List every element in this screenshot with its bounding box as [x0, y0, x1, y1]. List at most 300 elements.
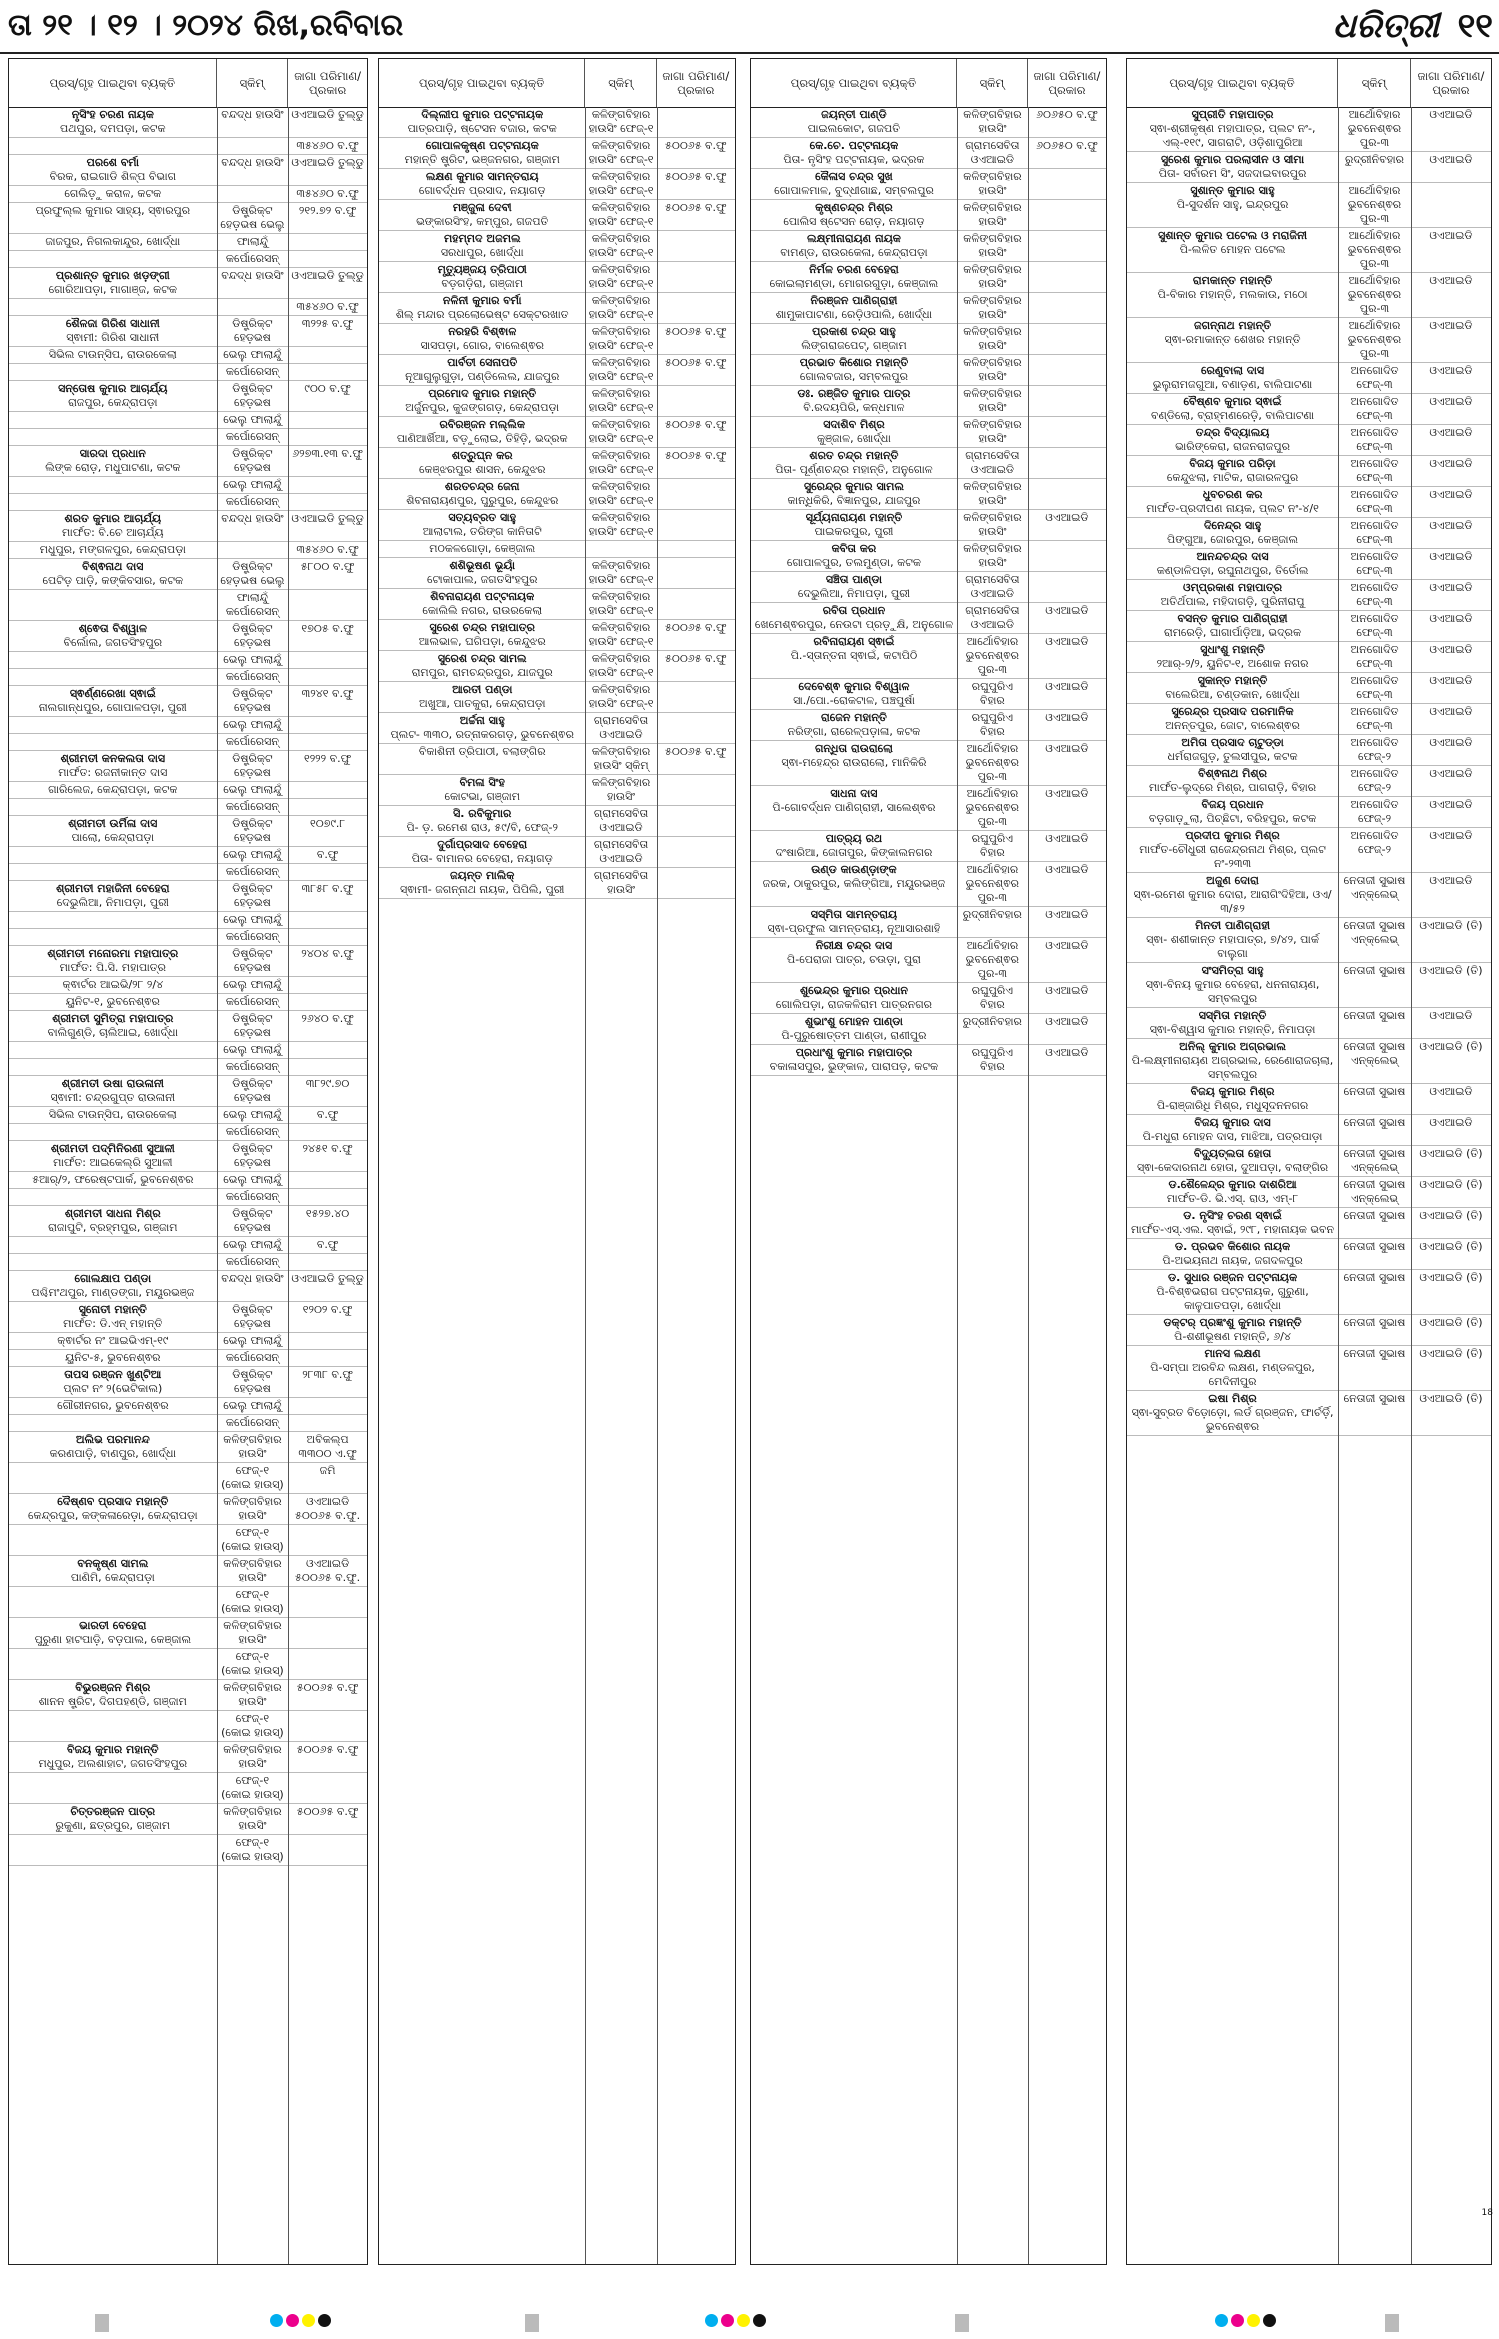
amount-cell: ଓଏଆଇଡି [1429, 229, 1473, 242]
amount-cell [288, 1172, 367, 1188]
recipient-address: ଗୋପାଳମାଳ, ବୁଦ୍ଧୀଗାଛ, ସମ୍ବଲପୁର [774, 184, 934, 197]
amount-cell [288, 994, 367, 1010]
recipient-name: ଧୁବଚରଣ କର [1202, 488, 1263, 501]
recipient-cell [1127, 487, 1338, 517]
scheme-cell: ଡିଷ୍ଟ୍ରିକ୍ଟ ହେଡ଼ଭଷ [232, 382, 273, 409]
recipient-address: ପି- ଡ଼. ରମେଶ ରାଓ, ୫୯/ବି, ଫେଜ୍-୨ [406, 821, 559, 834]
recipient-cell [1127, 580, 1338, 610]
recipient-cell [9, 669, 217, 685]
table-row [9, 1525, 367, 1556]
scheme-cell: ନେତାଜୀ ସୁଭାଷ [1343, 1240, 1406, 1253]
recipient-cell [9, 138, 217, 154]
recipient-name: ଅଲିଭ ପରମାନନ୍ଦ [75, 1433, 150, 1446]
recipient-address: ସ୍ଵା-ରମେଶ କୁମାର ଦୋରା, ଆରାଗିଂଦିହିଆ, ଓଏ/୩/୫୨ [1133, 888, 1332, 915]
scheme-cell: କଳିଙ୍ଗବିହାର ହାଉସିଂ ଫେଜ୍-୧ [588, 201, 654, 228]
recipient-cell [9, 734, 217, 750]
column-body [379, 107, 735, 2264]
recipient-address: ପୋଲିସ ଷ୍ଟେସନ ରୋଡ଼, ନୟାଗଡ଼ [783, 215, 925, 228]
recipient-cell [9, 446, 217, 476]
table-row [751, 572, 1106, 603]
recipient-cell [379, 262, 585, 292]
scheme-cell: କଳିଙ୍ଗବିହାର ହାଉସିଂ ଫେଜ୍-୧ [588, 356, 654, 383]
recipient-cell [751, 983, 957, 1013]
recipient-address: ଦେଭୁଲିଆ, ନିମାପଡ଼ା, ପୁରୀ [797, 587, 910, 600]
table-row [751, 169, 1106, 200]
recipient-name: ଶ୍ରୀମତୀ ସୁମିତ୍ରା ମହାପାତ୍ର [52, 1012, 174, 1025]
scheme-cell: ଅନଗୋଦିତ ଫେଜ୍-୩ [1350, 705, 1399, 732]
recipient-address: ଗାରିଲେଜ, କେନ୍ଦ୍ରାପଡ଼ା, କଟକ [48, 783, 178, 796]
recipient-cell [751, 448, 957, 478]
recipient-address: ପୁରୁଣା ହାଟପାଡ଼ି, ବଡ଼ପାଲ, କେଞ୍ଜାଲ [34, 1633, 192, 1646]
page-header [0, 0, 1499, 54]
table-row [751, 741, 1106, 786]
recipient-address: ସାସପଡ଼ା, ଗୋର, ବାଲେଶ୍ଵର [420, 339, 545, 352]
amount-cell: ଓଏଆଇଡି [1429, 674, 1473, 687]
recipient-cell [9, 251, 217, 267]
amount-cell [657, 775, 735, 805]
table-row [9, 186, 367, 203]
recipient-name: କେ.ଚେ. ପଟ୍ଟନାୟକ [809, 139, 899, 152]
header-name: ପ୍ରସ୍/ଗୃହ ପାଇଥିବା ବ୍ୟକ୍ତି [1127, 59, 1338, 107]
recipient-cell [1127, 918, 1338, 962]
recipient-cell [9, 429, 217, 445]
scheme-cell: ଅନଗୋଦିତ ଫେଜ୍-୩ [1350, 643, 1399, 670]
amount-cell: ଓଏଆଇଡି [1429, 1116, 1473, 1129]
recipient-address: କ୍ଵାର୍ଟର ନଂ ଆଇଭିଏମ୍-୧୯ [57, 1334, 169, 1347]
table-row [751, 1045, 1106, 1076]
recipient-cell [1127, 152, 1338, 182]
recipient-name: ସଂସମିତ୍ରା ସାହୁ [1201, 964, 1264, 977]
table-row [9, 347, 367, 364]
table-row [1127, 704, 1491, 735]
scheme-cell: ଅନଗୋଦିତ ଫେଜ୍-୩ [1350, 674, 1399, 701]
recipient-name: ଡ.ଶୈଳେନ୍ଦ୍ର କୁମାର ଦାଶରିଆ [1168, 1178, 1297, 1191]
recipient-address: ବି.ରଦୟପିରି, କନ୍ଧମାଳ [803, 401, 905, 414]
recipient-cell [9, 1773, 217, 1803]
recipient-cell [1127, 549, 1338, 579]
recipient-address: ନାଲଗାନ୍ଧପୁର, ଗୋପାଳପଡ଼ା, ପୁରୀ [38, 701, 187, 714]
cyan-dot [1215, 2314, 1228, 2327]
recipient-address: ଗୋରିଆପଡ଼ା, ମାଗାଞ୍ଜ, କଟକ [48, 283, 177, 296]
scheme-cell: ନେତାଜୀ ସୁଭାଷ ଏନ୍‌କ୍ଲେଭ୍ [1343, 874, 1406, 901]
recipient-cell [379, 775, 585, 805]
table-row [9, 1237, 367, 1254]
scheme-cell: ନେତାଜୀ ସୁଭାଷ [1343, 1085, 1406, 1098]
scheme-cell: ଅନଗୋଦିତ ଫେଜ୍-୨ [1350, 798, 1399, 825]
scheme-cell: କଳିଙ୍ଗବିହାର ହାଉସିଂ [223, 1557, 282, 1584]
table-row [751, 448, 1106, 479]
recipient-cell [9, 1618, 217, 1648]
amount-cell [1028, 324, 1106, 354]
recipient-name: ଶ୍ରୀମତୀ ମହାଜିନୀ ବେହେରା [56, 882, 170, 895]
recipient-cell [9, 1042, 217, 1058]
table-row [1127, 273, 1491, 318]
recipient-address: ମଧୁପୁର, ମଙ୍ଗଳପୁର, କେନ୍ଦ୍ରାପଡ଼ା [39, 543, 186, 556]
side-mark: 18 [1481, 2208, 1493, 2218]
recipient-name: ମୃତ୍ୟୁଞ୍ଜୟ ତ୍ରିପାଠୀ [437, 263, 527, 276]
table-row [9, 412, 367, 429]
cyan-dot [270, 2314, 283, 2327]
scheme-cell: ନେତାଜୀ ସୁଭାଷ ଏନ୍‌କ୍ଲେଭ୍ [1343, 1178, 1406, 1205]
recipient-cell [9, 1350, 217, 1366]
recipient-cell [9, 494, 217, 510]
recipient-name: ସୁରେଶ ଚନ୍ଦ୍ର ମହାପାତ୍ର [429, 621, 535, 634]
scheme-cell: ନେତାଜୀ ସୁଭାଷ [1343, 1347, 1406, 1360]
recipient-address: ପି-ବିକାର ମହାନ୍ତି, ମଲକାଉ, ମଠୋ [1157, 288, 1308, 301]
recipient-name: ଡଃ. ରଞ୍ଜିତ କୁମାର ପାତ୍ର [797, 387, 911, 400]
scheme-cell: ଗ୍ରାମସେବିତା ଓଏଆଇଡି [593, 838, 649, 865]
recipient-address: କାନ୍ଧିକିରି, ବିଜ୍ଞାନପୁର, ଯାଜପୁର [787, 494, 921, 507]
recipient-name: ନିରଞ୍ଜନ ପାଣିଗ୍ରାହୀ [810, 294, 898, 307]
amount-cell [288, 1711, 367, 1741]
recipient-cell [9, 1189, 217, 1205]
recipient-cell [9, 1076, 217, 1106]
recipient-cell [1127, 1391, 1338, 1435]
amount-cell: ଓଏଆଇଡି [1045, 908, 1089, 921]
recipient-address: ପାଇଲକୋଟ, ଗଜପତି [807, 122, 901, 135]
recipient-address: ଶିବନାରାୟଣପୁର, ପୁରୁପୁର, କେନ୍ଦୁଝର [406, 494, 559, 507]
recipient-name: ଶରତ ଚନ୍ଦ୍ର ମହାନ୍ତି [809, 449, 899, 462]
recipient-address: ବଣ୍ଡିଲୋ, ବ୍ରାହ୍ମଣରେଡ଼ି, ବାଲିପାଟଣା [1150, 409, 1315, 422]
scheme-cell: ଭେଲୁ ଫାଲାନ୍ଦୁଁ [223, 783, 282, 796]
recipient-name: ବିଜୟ କୁମାର ପରିଡ଼ା [1189, 457, 1276, 470]
scheme-cell: ଅନଗୋଦିତ ଫେଜ୍-୨ [1350, 736, 1399, 763]
table-row [1127, 487, 1491, 518]
recipient-cell [9, 977, 217, 993]
recipient-name: ପ୍ରକାଶ ଚନ୍ଦ୍ର ସାହୁ [812, 325, 896, 338]
scheme-cell: ଡିଷ୍ଟ୍ରିକ୍ଟ ହେଡ଼ଭଷ [232, 622, 273, 649]
recipient-cell [751, 907, 957, 937]
recipient-cell [751, 541, 957, 571]
recipient-address: ପାଣିମି, କେନ୍ଦ୍ରାପଡ଼ା [70, 1571, 155, 1584]
amount-cell: ଓଏଆଇଡି [1045, 604, 1089, 617]
amount-cell [288, 234, 367, 250]
scheme-cell: ନେତାଜୀ ସୁଭାଷ ଏନ୍‌କ୍ଲେଭ୍ [1343, 1147, 1406, 1174]
magenta-dot [721, 2314, 734, 2327]
recipient-name: ବିମଳା ସିଂହ [459, 776, 505, 789]
table-row [1127, 456, 1491, 487]
recipient-cell [1127, 611, 1338, 641]
amount-cell: ୯୦୦ ବ.ଫୁ [304, 382, 351, 395]
recipient-cell [1127, 828, 1338, 872]
scheme-cell: ଡିଷ୍ଟ୍ରିକ୍ଟ ହେଡ଼ଭଷ [232, 687, 273, 714]
recipient-name: ଶ୍ରୀମତୀ ଉଷା ରାଉଳାନୀ [61, 1077, 164, 1090]
recipient-name: ସଞ୍ଚିତା ପାଣ୍ଡା [825, 573, 882, 586]
recipient-name: ଶୁଭାଂଶୁ ମୋହନ ପାଣ୍ଡା [804, 1015, 903, 1028]
recipient-cell [379, 355, 585, 385]
recipient-cell [9, 203, 217, 233]
recipient-cell [379, 324, 585, 354]
recipient-address: ପ୍ରଫୁଲ୍ଲ କୁମାର ସାହ୍ୟ, ସ୍ଵାରପୁର [35, 204, 191, 217]
amount-cell [657, 262, 735, 292]
amount-cell: ଓଏଆଇଡି [1045, 939, 1089, 952]
table-row [1127, 1039, 1491, 1084]
recipient-name: ସୁଶାନ୍ତ କୁମାର ପଟେଲ ଓ ମରାଜିନୀ [1158, 229, 1307, 242]
recipient-address: କେନ୍ଦୁଝଲା, ମାଟିକ, ରାଜାରଳପୁର [1166, 471, 1299, 484]
scheme-cell: କର୍ପୋରେସନ୍ [225, 1416, 279, 1429]
table-row [1127, 1315, 1491, 1346]
recipient-address: କେନ୍ଦ୍ରପୁର, କଙ୍କଳାରେଡ଼ା, କେନ୍ଦ୍ରାପଡ଼ା [28, 1509, 198, 1522]
amount-cell [657, 231, 735, 261]
recipient-address: ପ୍ଲଟ- ୩୩୦, ରତ୍ନାକରଗଡ଼, ଭୁବନେଶ୍ଵର [390, 728, 574, 741]
recipient-cell [1127, 273, 1338, 317]
table-row [1127, 183, 1491, 228]
amount-cell [657, 107, 735, 137]
scheme-cell: ନେତାଜୀ ସୁଭାଷ [1343, 1009, 1406, 1022]
recipient-name: ସତ୍ୟବ୍ରତ ସାହୁ [448, 511, 517, 524]
recipient-name: ନୃସିଂହ ଚରଣ ନାୟକ [71, 108, 154, 121]
table-row [9, 1463, 367, 1494]
recipient-address: ସ୍ଵା-ସୁବ୍ରତ ବିଡ଼ୋଡ଼ୋ, ଲର୍ଡ ଗ୍ରଞ୍ଜନ, ଫାର୍ଚର୍ଡ଼ି, ଭୁବନେଶ୍ଵର [1131, 1406, 1334, 1433]
recipient-cell [9, 299, 217, 315]
recipient-name: ସୁରେନ୍ଦ୍ର କୁମାର ସାମଲ [803, 480, 904, 493]
amount-cell: ୫୦୦୬୫ ବ.ଫୁ [665, 170, 727, 183]
table-row [1127, 318, 1491, 363]
amount-cell: ୬୦୬୫୦ ବ.ଫୁ [1036, 108, 1098, 121]
recipient-cell [9, 477, 217, 493]
amount-cell: ୫୦୦୬୫ ବ.ଫୁ [665, 418, 727, 431]
scheme-cell: ଭେଲୁ ଫାଲାନ୍ଦୁଁ [223, 1108, 282, 1121]
recipient-name: ସାଧନା ଦାସ [830, 787, 878, 800]
amount-cell [288, 717, 367, 733]
recipient-address: ପିତା- ନୃସିଂହ ପଟ୍ଟନାୟକ, ଭଦ୍ରକ [783, 153, 925, 166]
table-row [9, 316, 367, 347]
table-row [9, 621, 367, 652]
table-row [1127, 735, 1491, 766]
scheme-cell: ଡିଷ୍ଟ୍ରିକ୍ଟ ହେଡ଼ଭଷ [232, 882, 273, 909]
amount-cell: ଓଏଆଇଡି [1045, 1046, 1089, 1059]
header-scheme: ସ୍କିମ୍ [217, 59, 289, 107]
scheme-cell: ବନ୍ଦଦ୍ଧ ହାଉସିଂ [221, 1272, 284, 1285]
scheme-cell: ଆର୍ଥୋବିହାର ଭୁବନେଶ୍ଵର ପୁର-୩ [1347, 184, 1402, 225]
recipient-cell [751, 324, 957, 354]
table-row [9, 1415, 367, 1432]
recipient-name: ରେଣୁବାଲା ଦାସ [1201, 364, 1265, 377]
table-row [751, 107, 1106, 138]
table-row [379, 293, 735, 324]
scheme-cell: ଭେଲୁ ଫାଲାନ୍ଦୁଁ [223, 718, 282, 731]
table-row [9, 751, 367, 782]
scheme-cell: ଭେଲୁ ଫାଲାନ୍ଦୁଁ [223, 1334, 282, 1347]
table-row [9, 1302, 367, 1333]
recipient-address: ମାର୍ଫତ: ଆଇକେଲ୍ରି ସୁଆଳୀ [53, 1156, 173, 1169]
column-divider [288, 107, 289, 2264]
recipient-name: ଶ୍ରୀମତୀ ସାଧନା ମିଶ୍ର [64, 1207, 161, 1220]
recipient-address: ପି-ବିଶ୍ଵଭରାଗ ପଟ୍ଟନାୟକ, ଗୁରୁଣା, କାଳୁପାତପଡ଼ା, ଖୋର୍ଦ୍ଧା [1156, 1285, 1309, 1312]
recipient-cell [751, 1014, 957, 1044]
table-row [9, 1254, 367, 1271]
recipient-cell [9, 559, 217, 589]
recipient-address: ସିଭିଲ ଟାଉନ୍‌ସିପ, ରାଉରକେଲା [48, 348, 177, 361]
table-row [9, 381, 367, 412]
recipient-name: ମଞ୍ଜୁଳା ଦେବୀ [452, 201, 512, 214]
scheme-cell: ଡିଷ୍ଟ୍ରିକ୍ଟ ହେଡ଼ଭଷ [232, 1012, 273, 1039]
table-row [751, 907, 1106, 938]
recipient-address: ଗେଲିଡ଼ୁ କରାଳ, କଟକ [64, 187, 162, 200]
recipient-address: ସ୍ଵାମୀ: ଗିରିଶ ସାଧାନୀ [66, 331, 160, 344]
recipient-address: ଅନନ୍ତପୁର, ଜୋଟ, ବାଲେଶ୍ଵର [1165, 719, 1300, 732]
yellow-dot [737, 2314, 750, 2327]
recipient-address: ସ୍ଵା- ଶଶୀକାନ୍ତ ମହାପାତ୍ର, ୭/୪୨, ପାର୍କ ବାଲୁଗା [1146, 933, 1319, 960]
recipient-address: ଆଲଭାଳ, ଘଗିପଡ଼ା, କେନ୍ଦୁଝର [418, 635, 546, 648]
recipient-name: ପ୍ରଭାତ କିଶୋର ମହାନ୍ତି [799, 356, 909, 369]
column-header [751, 59, 1106, 108]
recipient-name: ସଦାଶିବ ମିଶ୍ର [823, 418, 885, 431]
recipient-name: ଶ୍ରୀମତୀ ମନୋରମା ମହାପାତ୍ର [47, 947, 179, 960]
recipient-cell [379, 479, 585, 509]
recipient-name: ମିନତୀ ପାଣିଗ୍ରାହୀ [1195, 919, 1271, 932]
recipient-name: ବିଶ୍ଵନାଥ ଦାସ [82, 560, 144, 573]
recipient-name: ଦିଲ୍ଲୀପ କୁମାର ପଟ୍ଟନାୟକ [421, 108, 544, 121]
recipient-address: ବଡ଼ଗଡ଼ିରା, ଗଞ୍ଜାମ [441, 277, 524, 290]
table-row [751, 938, 1106, 983]
table-row [751, 679, 1106, 710]
scheme-cell: ଫେଜ୍-୧ (କୋଇ ହାଉସ୍) [221, 1836, 284, 1863]
amount-cell [657, 541, 735, 557]
amount-cell [288, 1254, 367, 1270]
table-row [9, 429, 367, 446]
amount-cell [288, 590, 367, 620]
recipient-name: ସନ୍ତୋଷ କୁମାର ଆଚାର୍ଯ୍ୟ [58, 382, 168, 395]
amount-cell: ଓଏଆଇଡି (ତି) [1419, 1271, 1483, 1284]
black-dot [753, 2314, 766, 2327]
scheme-cell: ଡିଷ୍ଟ୍ରିକ୍ଟ ହେଡ଼ଭଷ ଭେଲୁ [220, 560, 285, 587]
recipient-cell [9, 1587, 217, 1617]
recipient-name: ଇଷା ମିଶ୍ର [1208, 1392, 1257, 1405]
amount-cell [1028, 200, 1106, 230]
column-1 [8, 58, 368, 2265]
amount-cell: ଓଏଆଇଡି [1429, 1009, 1473, 1022]
recipient-name: ଶତ୍ରୁଘ୍ନ କର [451, 449, 513, 462]
table-row [1127, 228, 1491, 273]
scheme-cell: ଭେଲୁ ଫାଲାନ୍ଦୁଁ [223, 1173, 282, 1186]
recipient-name: ଜୟନ୍ତ ମାଲିକ୍ [450, 869, 515, 882]
recipient-cell [9, 1804, 217, 1834]
recipient-cell [1127, 318, 1338, 362]
recipient-cell [9, 912, 217, 928]
gray-register-mark [1385, 2314, 1399, 2332]
table-row [1127, 1084, 1491, 1115]
recipient-cell [1127, 1177, 1338, 1207]
recipient-address: ପି-ମଧୁରା ମୋହନ ଦାସ, ମାଝିଆ, ପତ୍ରପାଡ଼ା [1142, 1130, 1323, 1143]
recipient-name: ଶରତଚନ୍ଦ୍ର ଜେନା [444, 480, 520, 493]
amount-cell: ଓଏଆଇଡି (ତି) [1419, 1316, 1483, 1329]
scheme-cell: ଆର୍ଥୋବିହାର ଭୁବନେଶ୍ଵର ପୁର-୩ [965, 787, 1019, 828]
recipient-address: ଗୋବର୍ଦ୍ଧନ ପ୍ରସାଦ, ନୟାଗଡ଼ [418, 184, 546, 197]
recipient-name: ସୁରେଶ କୁମାର ପରଲାସୀନ ଓ ସୀମା [1161, 153, 1305, 166]
table-row [751, 862, 1106, 907]
recipient-name: ଆରତୀ ପଣ୍ଡା [452, 683, 513, 696]
recipient-address: କ୍ଵାର୍ଟର ଆଇଭି/୨୮ ୨/୪ [62, 978, 164, 991]
scheme-cell: କଳିଙ୍ଗବିହାର ହାଉସିଂ ଫେଜ୍-୧ [588, 590, 654, 617]
recipient-address: ରାମପୁର, ରାମଚନ୍ଦ୍ରପୁର, ଯାଜପୁର [411, 666, 553, 679]
scheme-cell: ରଘୁପୁରିଏ ବିହାର [971, 832, 1013, 859]
amount-cell: ୫୮୦୦ ବ.ଫୁ [300, 560, 355, 573]
recipient-cell [9, 1206, 217, 1236]
amount-cell [657, 510, 735, 540]
recipient-cell [751, 862, 957, 906]
column-divider [1028, 107, 1029, 2264]
recipient-address: ଲିଙ୍କ ରୋଡ଼, ମଧୁପାଟଣା, କଟକ [45, 461, 181, 474]
amount-cell: ଓଏଆଇଡି [1429, 426, 1473, 439]
scheme-cell: ନେତାଜୀ ସୁଭାଷ [1343, 1316, 1406, 1329]
scheme-cell: ରଘୁପୁରିଏ ବିହାର [971, 680, 1013, 707]
table-row [1127, 1115, 1491, 1146]
scheme-cell: ଆର୍ଥୋବିହାର ଭୁବନେଶ୍ଵର ପୁର-୩ [1347, 274, 1402, 315]
recipient-name: ଡ. ସୁଧାର ରଞ୍ଜନ ପଟ୍ଟନାୟକ [1167, 1271, 1298, 1284]
amount-cell [288, 1415, 367, 1431]
table-row [379, 138, 735, 169]
table-row [751, 603, 1106, 634]
recipient-cell [9, 751, 217, 781]
header-amount: ଜାଗା ପରିମାଣ/ ପ୍ରକାର [1033, 68, 1101, 97]
table-row [379, 744, 735, 775]
table-row [9, 1124, 367, 1141]
recipient-name: ସୁନୋତୀ ମହାନ୍ତି [78, 1303, 147, 1316]
amount-cell: ଓଏଆଇଡି (ତି) [1419, 1147, 1483, 1160]
recipient-address: ଭୁଲୁରାମଜଗୁଆ, ବଣାଡ଼ଣ, ବାଲିପାଟଣା [1152, 378, 1313, 391]
recipient-name: ସାରଦା ପ୍ରଧାନ [79, 447, 146, 460]
amount-cell [288, 347, 367, 363]
amount-cell: ଓଏଆଇଡି [1429, 767, 1473, 780]
recipient-name: ରବିନାରାୟଣ ସ୍ଵାଇଁ [813, 635, 895, 648]
amount-cell [1411, 183, 1491, 227]
amount-cell: ଓଏଆଇଡି [1429, 395, 1473, 408]
scheme-cell: ନେତାଜୀ ସୁଭାଷ [1343, 1209, 1406, 1222]
scheme-cell: ଫେଜ୍-୧ (କୋଇ ହାଉସ୍) [221, 1464, 284, 1491]
scheme-cell: କର୍ପୋରେସନ୍ [225, 495, 279, 508]
recipient-cell [9, 929, 217, 945]
table-row [751, 262, 1106, 293]
amount-cell: ଓଏଆଇଡି [1429, 274, 1473, 287]
recipient-name: ଡକ୍ଟର୍ ପ୍ରଜ୍ଞଂଶୁ କୁମାର ମହାନ୍ତି [1163, 1316, 1302, 1329]
table-row [1127, 549, 1491, 580]
amount-cell [288, 912, 367, 928]
scheme-cell: କର୍ପୋରେସନ୍ [225, 1255, 279, 1268]
recipient-cell [751, 741, 957, 785]
recipient-address: ମାର୍ଫତ-ଏସ୍.ଏଲ. ସ୍ଵାଇଁ, ୨୯୮, ମହାନାୟକ ଭବନ [1130, 1223, 1335, 1236]
recipient-cell [9, 1835, 217, 1865]
recipient-cell [751, 786, 957, 830]
column-body [751, 107, 1106, 2264]
recipient-address: ଶାମୁକାପାଟଣା, ରେଡ଼ିଓପାଲି, ଖୋର୍ଦ୍ଧା [775, 308, 933, 321]
recipient-address: ପାଲୋ, କେନ୍ଦ୍ରାପଡ଼ା [71, 831, 155, 844]
recipient-address: ସ୍ଵାମୀ: ଚନ୍ଦ୍ରଗୁପ୍ତ ରାଉଳାନୀ [50, 1091, 176, 1104]
table-row [9, 203, 367, 234]
recipient-cell [1127, 1115, 1338, 1145]
table-row [9, 138, 367, 155]
scheme-cell: କର୍ପୋରେସନ୍ [225, 1060, 279, 1073]
recipient-cell [1127, 425, 1338, 455]
recipient-cell [379, 620, 585, 650]
amount-cell [288, 1042, 367, 1058]
scheme-cell: ଭେଲୁ ଫାଲାନ୍ଦୁଁ [223, 348, 282, 361]
table-row [9, 542, 367, 559]
recipient-cell [9, 1333, 217, 1349]
table-row [1127, 107, 1491, 152]
table-row [379, 558, 735, 589]
recipient-cell [379, 837, 585, 867]
recipient-address: ମାର୍ଫତ: ଡି.ଏନ୍ ମହାନ୍ତି [63, 1317, 163, 1330]
scheme-cell: କଳିଙ୍ଗବିହାର ହାଉସିଂ ସ୍କିମ୍ [591, 745, 651, 772]
recipient-address: ଗୋଲବଜାର, ସମ୍ବଲପୁର [799, 370, 908, 383]
recipient-address: ପି-ପୁରୁଷୋତ୍ତମ ପାଣ୍ଡା, ରାଣୀପୁର [781, 1029, 927, 1042]
recipient-address: ପାଇକରପୁର, ପୁରୀ [814, 525, 894, 538]
page-number: ୧୧ [1457, 6, 1493, 46]
recipient-name: ବିଜୟ ପ୍ରଧାନ [1201, 798, 1264, 811]
recipient-address: ରାଜାପୁଟି, ବ୍ରହ୍ମପୁର, ଗଞ୍ଜାମ [48, 1221, 178, 1234]
scheme-cell: କଳିଙ୍ଗବିହାର ହାଉସିଂ [963, 542, 1022, 569]
